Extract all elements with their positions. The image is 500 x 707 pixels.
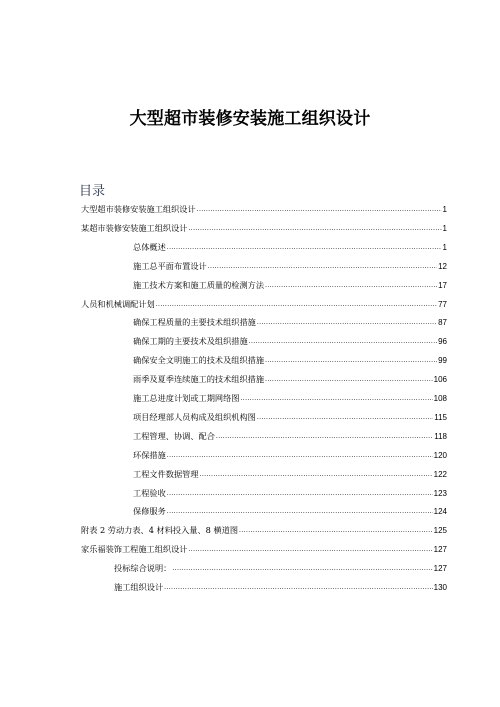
- toc-dot-leader: [200, 469, 433, 480]
- toc-dot-leader: [188, 544, 432, 555]
- toc-entry-label: 保修服务: [133, 506, 166, 517]
- toc-entry-label: 施工总平面布置设计: [133, 260, 207, 271]
- toc-entry-label: 环保措施: [133, 449, 166, 460]
- toc-dot-leader: [156, 299, 437, 310]
- toc-entry-label: 施工总进度计划或工期网络图: [133, 393, 240, 403]
- toc-entry[interactable]: [81, 299, 447, 310]
- toc-entry-page-number: 17: [438, 280, 447, 290]
- toc-entry-page-number: 106: [433, 375, 447, 385]
- toc-dot-leader: [208, 261, 437, 272]
- toc-entry-page-number: 123: [433, 488, 447, 498]
- toc-entry[interactable]: [133, 488, 447, 499]
- toc-dot-leader: [257, 412, 433, 423]
- toc-entry-label: 项目经理部人员构成及组织机构图: [133, 411, 256, 422]
- toc-entry[interactable]: [133, 393, 447, 404]
- toc-dot-leader: [265, 355, 437, 366]
- toc-entry[interactable]: [133, 242, 447, 253]
- toc-entry[interactable]: [133, 317, 447, 328]
- toc-entry[interactable]: [133, 261, 447, 272]
- toc-entry[interactable]: [133, 450, 447, 461]
- toc-entry-label: 投标综合说明：: [114, 563, 172, 574]
- toc-entry-label: 工程验收: [133, 487, 166, 498]
- toc-entry-label: 附表 2 劳动力表、4 材料投入量、8 横道图: [81, 525, 239, 536]
- toc-dot-leader: [197, 204, 442, 215]
- toc-entry-label: 工程管理、协调、配合: [133, 430, 215, 441]
- toc-entry[interactable]: [81, 204, 447, 215]
- toc-entry-label: 总体概述: [133, 241, 166, 252]
- toc-entry-page-number: 115: [434, 412, 447, 422]
- toc-entry[interactable]: [133, 280, 447, 291]
- toc-entry-label: 工程文件数据管理: [133, 468, 199, 479]
- toc-dot-leader: [164, 582, 433, 593]
- toc-entry-page-number: 96: [438, 337, 447, 347]
- toc-entry-page-number: 77: [438, 299, 447, 309]
- toc-entry[interactable]: [81, 544, 447, 555]
- toc-dot-leader: [167, 488, 433, 499]
- toc-entry-page-number: 1: [442, 205, 447, 214]
- toc-dot-leader: [265, 280, 437, 291]
- toc-entry[interactable]: [114, 582, 447, 593]
- toc-dot-leader: [167, 506, 433, 517]
- toc-entry-page-number: 1: [442, 223, 447, 233]
- toc-entry-page-number: 125: [433, 526, 447, 536]
- toc-entry-page-number: 99: [438, 356, 447, 366]
- toc-entry[interactable]: [133, 336, 447, 347]
- toc-entry-page-number: 12: [438, 261, 447, 271]
- toc-dot-leader: [188, 223, 441, 234]
- toc-entry-page-number: 120: [433, 450, 447, 460]
- toc-dot-leader: [249, 336, 437, 347]
- toc-entry-label: 人员和机械调配计划: [81, 298, 155, 309]
- toc-dot-leader: [265, 374, 433, 385]
- toc-entry-label: 确保工程质量的主要技术组织措施: [133, 317, 256, 328]
- toc-dot-leader: [167, 450, 433, 461]
- toc-dot-leader: [167, 242, 442, 253]
- toc-entry-label: 大型超市装修安装施工组织设计: [81, 204, 196, 214]
- toc-entry[interactable]: [114, 563, 447, 574]
- toc-entry-page-number: 124: [433, 507, 447, 517]
- toc-entry[interactable]: [133, 506, 447, 517]
- toc-entry-label: 确保工期的主要技术及组织措施: [133, 336, 248, 347]
- toc-entry-label: 雨季及夏季连续施工的技术组织措施: [133, 374, 265, 385]
- toc-entry[interactable]: [81, 223, 447, 234]
- toc-heading: 目录: [79, 184, 106, 199]
- toc-entry-label: 施工组织设计: [114, 582, 164, 592]
- toc-dot-leader: [216, 431, 433, 442]
- document-title: 大型超市装修安装施工组织设计: [129, 109, 371, 129]
- toc-entry[interactable]: [133, 469, 447, 480]
- toc-dot-leader: [239, 525, 433, 536]
- toc-entry-page-number: 127: [433, 564, 447, 574]
- toc-entry-label: 施工技术方案和施工质量的检测方法: [133, 279, 265, 290]
- toc-entry-page-number: 127: [433, 545, 447, 555]
- toc-dot-leader: [240, 393, 432, 404]
- toc-entry-page-number: 118: [434, 431, 447, 441]
- toc-entry-page-number: 130: [433, 583, 447, 592]
- toc-entry-page-number: 108: [433, 394, 447, 403]
- toc-entry[interactable]: [133, 412, 447, 423]
- toc-dot-leader: [257, 317, 437, 328]
- toc-entry-label: 家乐福装饰工程施工组织设计: [81, 544, 188, 555]
- toc-entry[interactable]: [81, 525, 447, 536]
- toc-entry[interactable]: [133, 431, 447, 442]
- toc-entry[interactable]: [133, 374, 447, 385]
- toc-entry-page-number: 122: [433, 469, 447, 479]
- toc-dot-leader: [172, 563, 432, 574]
- toc-entry-label: 某超市装修安装施工组织设计: [81, 222, 188, 233]
- toc-entry-page-number: 87: [438, 318, 447, 328]
- toc-entry-label: 确保安全文明施工的技术及组织措施: [133, 355, 265, 366]
- toc-entry-page-number: 1: [442, 242, 447, 252]
- toc-entry[interactable]: [133, 355, 447, 366]
